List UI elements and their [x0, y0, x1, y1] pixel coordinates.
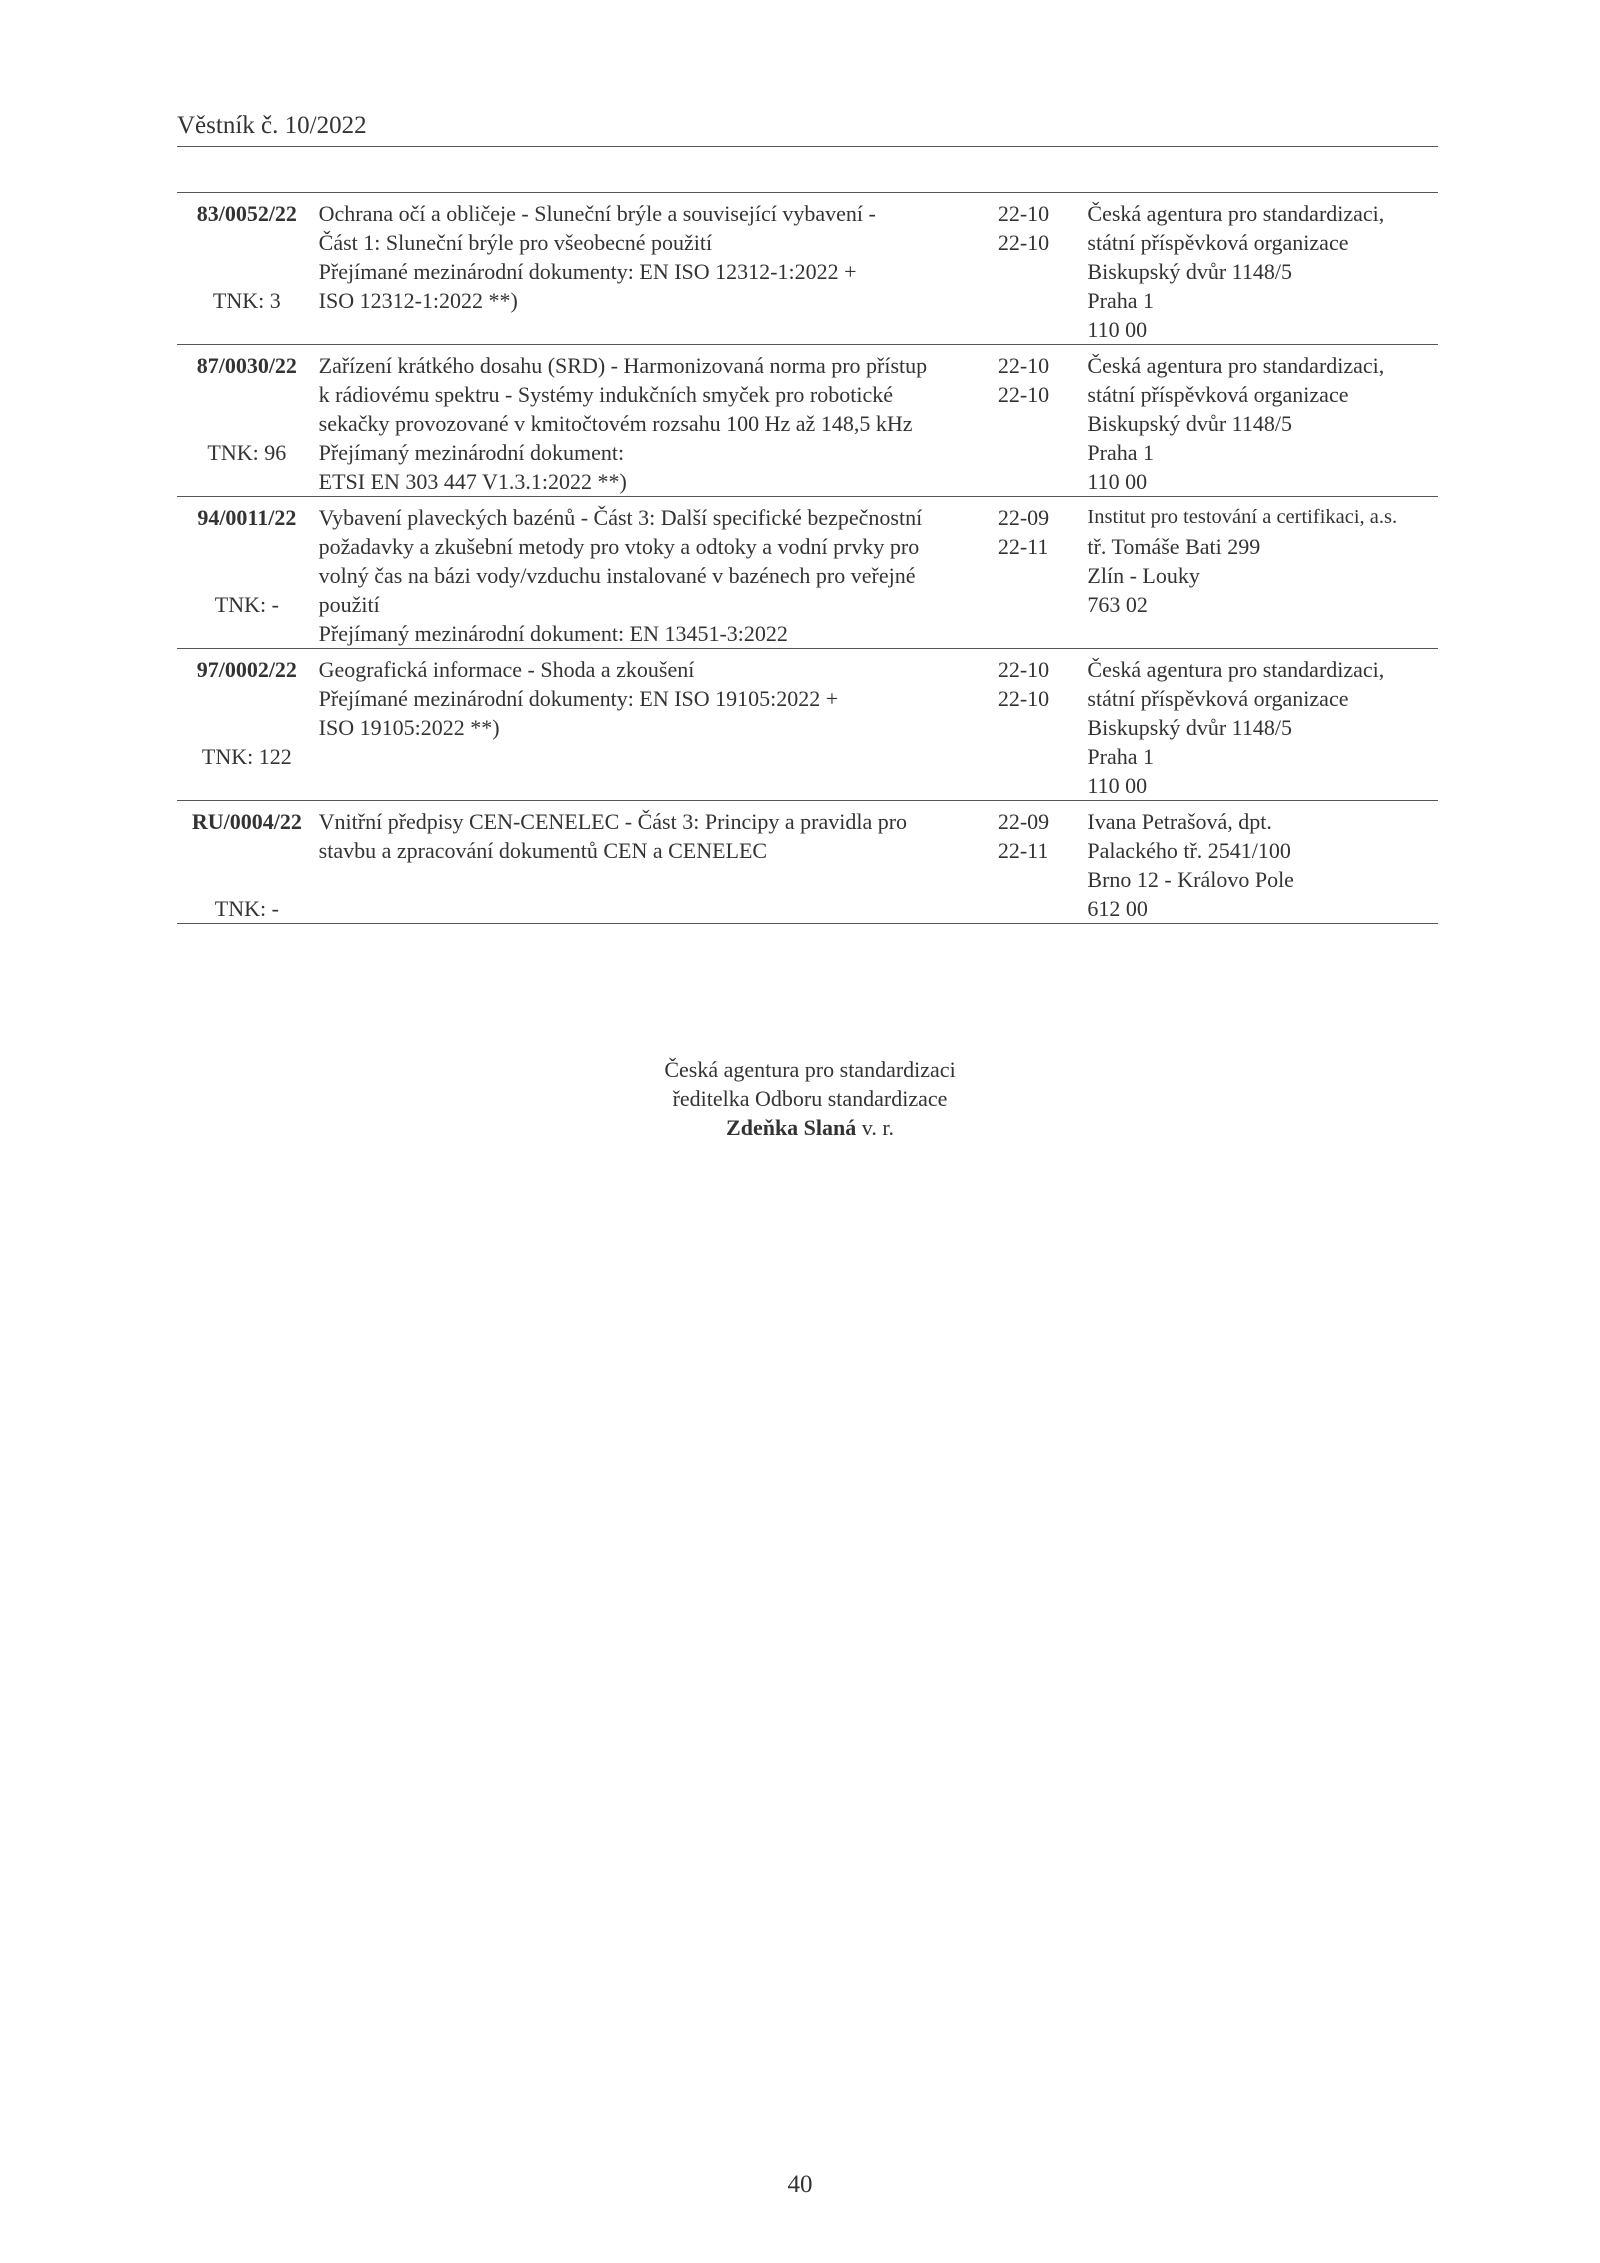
- code-cell: [177, 801, 317, 924]
- description-line: Přejímaný mezinárodní dokument:: [318, 440, 625, 465]
- address-line: Palackého tř. 2541/100: [1087, 838, 1291, 863]
- code-cell: [177, 193, 317, 345]
- address-cell: [1087, 649, 1438, 801]
- address-line: 110 00: [1087, 773, 1148, 798]
- description-line: Ochrana očí a obličeje - Sluneční brýle a související vybavení -: [318, 201, 876, 226]
- address-cell: [1087, 801, 1438, 924]
- description-line: Přejímané mezinárodní dokumenty: EN ISO 19105:2022 +: [318, 686, 839, 711]
- page-header: [177, 112, 1438, 147]
- spacer: [177, 561, 317, 590]
- address-line: Ivana Petrašová, dpt.: [1087, 809, 1272, 834]
- date-value: 22-09: [997, 505, 1050, 530]
- description-line: požadavky a zkušební metody pro vtoky a odtoky a vodní prvky pro: [318, 534, 920, 559]
- description-line: k rádiovému spektru - Systémy indukčních smyček pro robotické: [318, 382, 893, 407]
- description-line: Vnitřní předpisy CEN-CENELEC - Část 3: Principy a pravidla pro: [318, 809, 908, 834]
- date-value: 22-10: [997, 657, 1050, 682]
- description-cell: [317, 193, 998, 345]
- dates-cell: [998, 193, 1088, 345]
- address-line: státní příspěvková organizace: [1087, 230, 1349, 255]
- date-value: 22-10: [997, 382, 1050, 407]
- address-line: 763 02: [1087, 592, 1148, 617]
- spacer: [177, 865, 317, 894]
- description-cell: [317, 649, 998, 801]
- date-value: 22-10: [997, 201, 1050, 226]
- date-value: 22-11: [997, 534, 1049, 559]
- table-row: [177, 497, 1438, 649]
- description-cell: [317, 497, 998, 649]
- table-row: [177, 649, 1438, 801]
- description-line: Geografická informace - Shoda a zkoušení: [318, 657, 695, 682]
- dates-cell: [998, 649, 1088, 801]
- address-cell: [1087, 497, 1438, 649]
- dates-cell: [998, 497, 1088, 649]
- project-code: 87/0030/22: [196, 353, 297, 378]
- spacer: [177, 713, 317, 742]
- description-line: sekačky provozované v kmitočtovém rozsahu 100 Hz až 148,5 kHz: [318, 411, 913, 436]
- address-line: Biskupský dvůr 1148/5: [1087, 715, 1292, 740]
- standards-table: [177, 192, 1438, 924]
- date-value: 22-10: [997, 686, 1050, 711]
- page-number: 40: [787, 2171, 813, 2198]
- address-line: 612 00: [1087, 896, 1148, 921]
- date-value: 22-11: [997, 838, 1049, 863]
- address-line: tř. Tomáše Bati 299: [1087, 534, 1261, 559]
- address-line: 110 00: [1087, 317, 1148, 342]
- tnk-label: TNK: -: [214, 896, 279, 921]
- spacer: [177, 380, 317, 409]
- description-line: použití: [318, 592, 380, 617]
- dates-cell: [998, 345, 1088, 497]
- signature-block: [560, 1055, 1060, 1142]
- tnk-label: TNK: 3: [212, 288, 281, 313]
- address-line: státní příspěvková organizace: [1087, 686, 1349, 711]
- table-row: [177, 345, 1438, 497]
- address-line: Biskupský dvůr 1148/5: [1087, 411, 1292, 436]
- project-code: RU/0004/22: [191, 809, 302, 834]
- signature-line: [560, 1113, 1060, 1142]
- table-row: [177, 193, 1438, 345]
- address-cell: [1087, 345, 1438, 497]
- code-cell: [177, 497, 317, 649]
- signature-org: Česká agentura pro standardizaci: [664, 1057, 956, 1082]
- description-line: Přejímané mezinárodní dokumenty: EN ISO 12312-1:2022 +: [318, 259, 857, 284]
- description-line: ISO 12312-1:2022 **): [318, 288, 518, 313]
- dates-cell: [998, 801, 1088, 924]
- address-line: Česká agentura pro standardizaci,: [1087, 353, 1385, 378]
- address-line: Praha 1: [1087, 288, 1155, 313]
- date-value: 22-10: [997, 230, 1050, 255]
- tnk-label: TNK: 122: [201, 744, 292, 769]
- description-line: volný čas na bázi vody/vzduchu instalované v bazénech pro veřejné: [318, 563, 916, 588]
- spacer: [177, 409, 317, 438]
- description-line: Zařízení krátkého dosahu (SRD) - Harmonizovaná norma pro přístup: [318, 353, 928, 378]
- address-line: státní příspěvková organizace: [1087, 382, 1349, 407]
- signature-name: Zdeňka Slaná: [726, 1115, 857, 1140]
- address-line: Praha 1: [1087, 440, 1155, 465]
- table-row: [177, 801, 1438, 924]
- description-line: ETSI EN 303 447 V1.3.1:2022 **): [318, 469, 627, 494]
- code-cell: [177, 649, 317, 801]
- address-line: Česká agentura pro standardizaci,: [1087, 657, 1385, 682]
- code-cell: [177, 345, 317, 497]
- project-code: 94/0011/22: [197, 505, 297, 530]
- description-line: Část 1: Sluneční brýle pro všeobecné použití: [318, 230, 713, 255]
- address-line: Praha 1: [1087, 744, 1155, 769]
- description-line: stavbu a zpracování dokumentů CEN a CENELEC: [318, 838, 768, 863]
- address-line: Institut pro testování a certifikaci, a.s.: [1087, 506, 1398, 528]
- signature-role: ředitelka Odboru standardizace: [672, 1086, 948, 1111]
- header-title: Věstník č. 10/2022: [177, 112, 367, 139]
- spacer: [177, 228, 317, 257]
- spacer: [177, 257, 317, 286]
- address-line: Brno 12 - Královo Pole: [1087, 867, 1294, 892]
- tnk-label: TNK: -: [214, 592, 279, 617]
- description-cell: [317, 801, 998, 924]
- address-line: Zlín - Louky: [1087, 563, 1200, 588]
- description-line: Vybavení plaveckých bazénů - Část 3: Další specifické bezpečnostní: [318, 505, 923, 530]
- date-value: 22-09: [997, 809, 1050, 834]
- address-line: Česká agentura pro standardizaci,: [1087, 201, 1385, 226]
- description-cell: [317, 345, 998, 497]
- standards-table-body: [177, 193, 1438, 924]
- spacer: [177, 684, 317, 713]
- description-line: Přejímaný mezinárodní dokument: EN 13451-3:2022: [318, 621, 788, 646]
- signature-suffix: v. r.: [856, 1115, 894, 1140]
- description-line: ISO 19105:2022 **): [318, 715, 500, 740]
- spacer: [177, 836, 317, 865]
- address-line: Biskupský dvůr 1148/5: [1087, 259, 1292, 284]
- spacer: [177, 532, 317, 561]
- project-code: 97/0002/22: [196, 657, 297, 682]
- project-code: 83/0052/22: [196, 201, 297, 226]
- tnk-label: TNK: 96: [207, 440, 287, 465]
- address-line: 110 00: [1087, 469, 1148, 494]
- date-value: 22-10: [997, 353, 1050, 378]
- address-cell: [1087, 193, 1438, 345]
